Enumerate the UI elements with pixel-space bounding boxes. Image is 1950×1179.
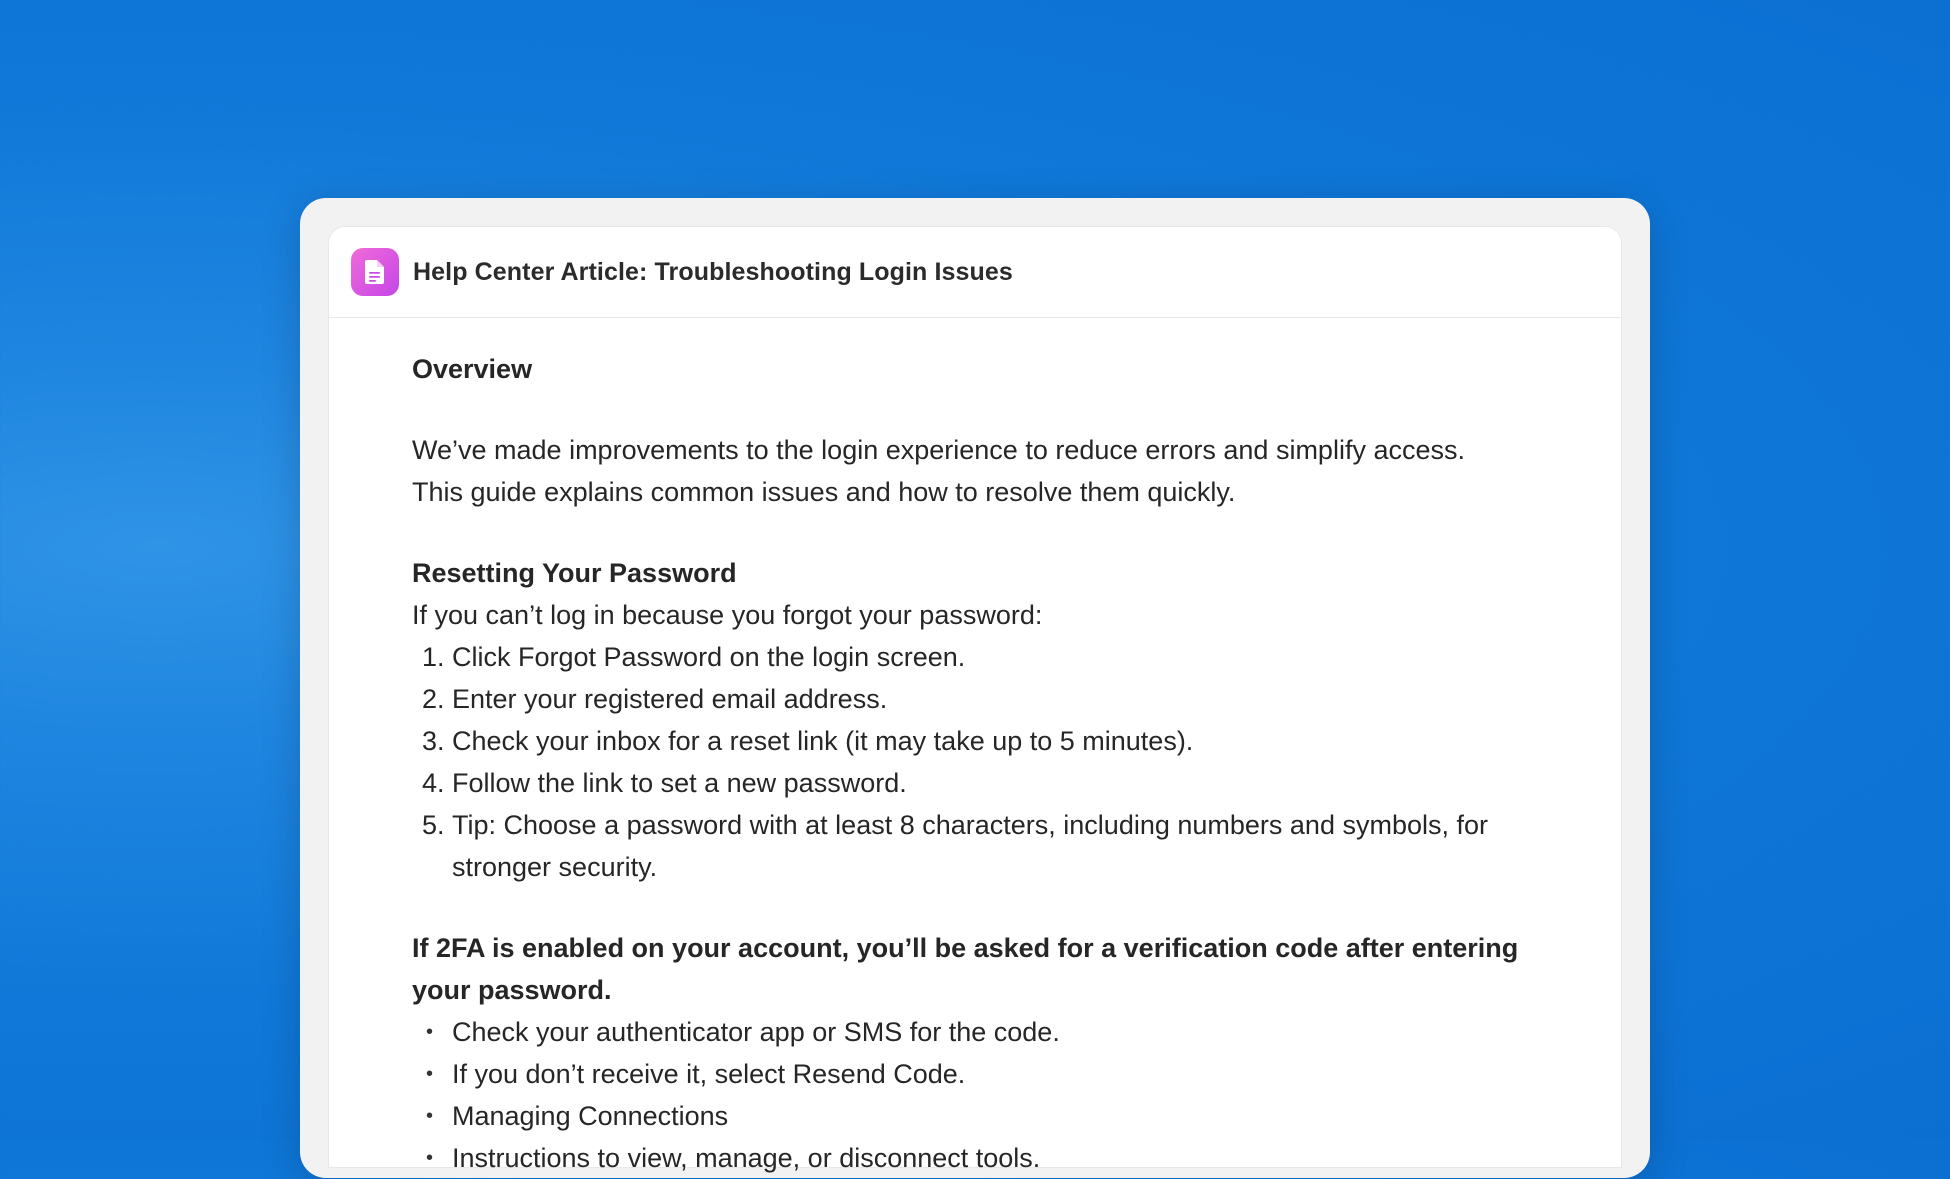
overview-text-1: We’ve made improvements to the login experience to reduce errors and simplify access. (412, 435, 1465, 465)
list-item: • Managing Connections (452, 1095, 1562, 1137)
window-title: Help Center Article: Troubleshooting Login Issues (413, 257, 1013, 286)
overview-heading: Overview (412, 354, 533, 384)
list-item: • If you don’t receive it, select Resend Code. (452, 1053, 1562, 1095)
window-frame (300, 198, 1650, 1178)
reset-steps-list (412, 636, 1562, 888)
list-item: 4. Follow the link to set a new password. (452, 762, 1562, 804)
overview-text-2: This guide explains common issues and how to resolve them quickly. (412, 477, 1236, 507)
list-item: 2. Enter your registered email address. (452, 678, 1562, 720)
article-window (329, 227, 1621, 1173)
twofa-heading: If 2FA is enabled on your account, you’ll be asked for a verification code after entering your password. (412, 933, 1519, 1005)
article-content (329, 318, 1562, 1179)
reset-password-heading: Resetting Your Password (412, 558, 737, 588)
document-icon (351, 248, 399, 296)
reset-intro: If you can’t log in because you forgot your password: (412, 600, 1043, 630)
list-item: • Instructions to view, manage, or disconnect tools. (452, 1137, 1562, 1179)
list-item: 5. Tip: Choose a password with at least 8 characters, including numbers and symbols, for stronger security. (452, 804, 1562, 888)
list-item: • Check your authenticator app or SMS for the code. (452, 1011, 1562, 1053)
window-header (329, 227, 1621, 318)
list-item: 3. Check your inbox for a reset link (it may take up to 5 minutes). (452, 720, 1562, 762)
twofa-bullets-list (412, 1011, 1562, 1179)
list-item: 1. Click Forgot Password on the login screen. (452, 636, 1562, 678)
